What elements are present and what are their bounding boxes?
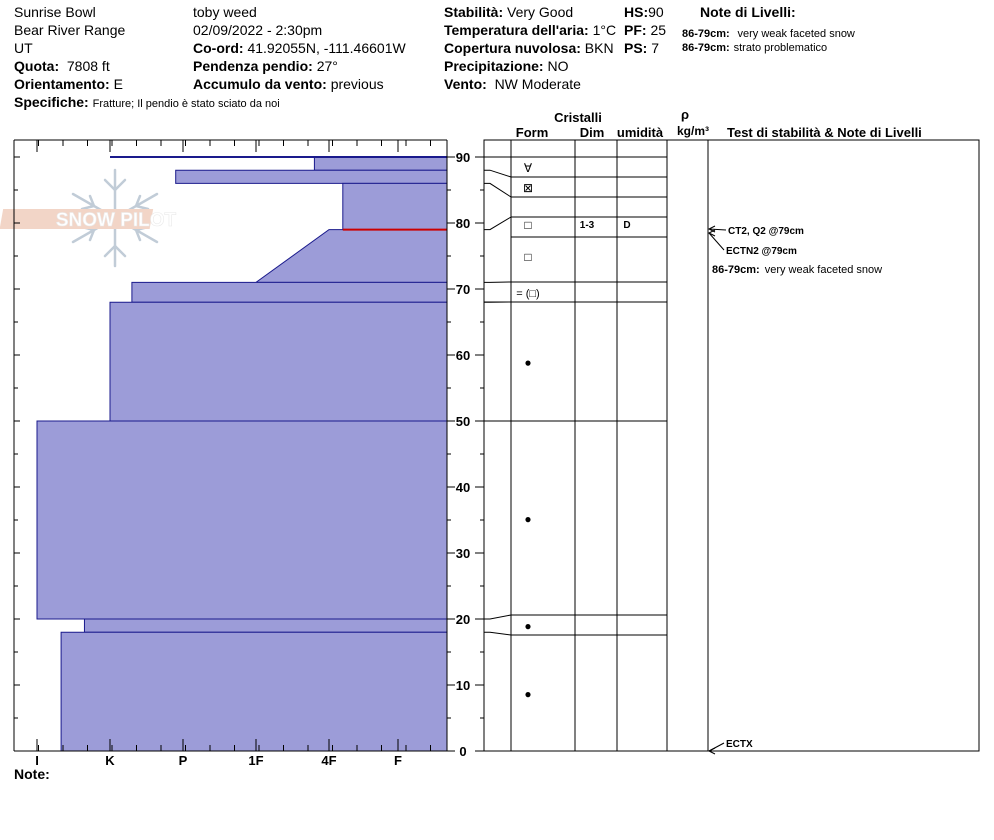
hardness-tick-label: P xyxy=(178,753,188,768)
y-tick-label: 90 xyxy=(455,150,471,165)
observer: toby weed xyxy=(193,4,257,20)
slope-value: 27° xyxy=(316,58,338,74)
layer-note-text: strato problematico xyxy=(733,42,828,54)
stability-value: Very Good xyxy=(507,4,574,20)
grain-form: ● xyxy=(524,687,532,701)
pf-label: PF: xyxy=(624,22,647,38)
aspect-value: E xyxy=(113,76,123,92)
y-tick-label: 80 xyxy=(455,216,471,231)
air-temp-label: Temperatura dell'aria: xyxy=(444,22,589,38)
stability-test-label: ECTX xyxy=(726,739,753,750)
grain-form: ● xyxy=(524,355,532,370)
aspect-label: Orientamento: xyxy=(14,76,110,92)
header-density: ρ xyxy=(680,107,690,122)
coord-value: 41.92055N, -111.46601W xyxy=(247,40,406,56)
hardness-layer xyxy=(110,302,447,421)
layer-note-range: 86-79cm: xyxy=(682,28,730,40)
depth-connector xyxy=(484,615,511,619)
specifics-value: Fratture; Il pendio è stato sciato da noi xyxy=(92,98,280,110)
moisture: D xyxy=(623,220,631,231)
hardness-tick-label: I xyxy=(35,753,39,768)
stability-test-label: ECTN2 @79cm xyxy=(726,246,797,257)
cloud-label: Copertura nuvolosa: xyxy=(444,40,581,56)
wind-loading-label: Accumulo da vento: xyxy=(193,76,327,92)
note-label: Note: xyxy=(14,766,50,782)
layer-note xyxy=(712,264,882,276)
hardness-tick-label: K xyxy=(105,753,115,768)
ps-label: PS: xyxy=(624,40,648,56)
depth-connector xyxy=(484,170,511,177)
layer-notes-title: Note di Livelli: xyxy=(700,4,796,20)
coord-label: Co-ord: xyxy=(193,40,244,56)
cloud-value: BKN xyxy=(584,40,614,56)
state: UT xyxy=(14,40,33,56)
grain-form: = (□) xyxy=(516,288,540,300)
layer-note-range: 86-79cm: xyxy=(682,42,730,54)
ps-value: 7 xyxy=(651,40,660,56)
grain-form: ● xyxy=(524,619,532,633)
wind-value: NW Moderate xyxy=(494,76,581,92)
hs-value: 90 xyxy=(648,4,664,20)
stability-label: Stabilità: xyxy=(444,4,504,20)
elevation-label: Quota: xyxy=(14,58,60,74)
layer-note-range: 86-79cm: xyxy=(712,264,760,276)
slope-label: Pendenza pendio: xyxy=(193,58,313,74)
hardness-layer xyxy=(37,421,447,619)
header-density-unit: kg/m³ xyxy=(676,124,710,138)
grain-form: ∀ xyxy=(523,161,533,175)
hardness-layer xyxy=(176,170,447,183)
layer-note-text: very weak faceted snow xyxy=(764,264,883,276)
y-tick-label: 40 xyxy=(455,480,471,495)
header-tests: Test di stabilità & Note di Livelli xyxy=(727,125,922,140)
depth-connector xyxy=(484,632,511,635)
y-tick-label: 30 xyxy=(455,546,471,561)
hardness-layer xyxy=(61,632,447,751)
y-tick-label: 70 xyxy=(455,282,471,297)
header-form: Form xyxy=(515,125,549,140)
y-tick-label: 0 xyxy=(459,744,467,759)
hardness-tick-label: 1F xyxy=(248,753,264,768)
grain-form: ● xyxy=(524,512,532,526)
grain-form: □ xyxy=(524,218,532,232)
wind-label: Vento: xyxy=(444,76,487,92)
hardness-layer xyxy=(343,183,447,229)
air-temp-value: 1°C xyxy=(592,22,617,38)
precip-label: Precipitazione: xyxy=(444,58,544,74)
test-pointer xyxy=(709,233,724,250)
y-tick-label: 60 xyxy=(455,348,471,363)
hardness-layer xyxy=(314,157,447,170)
hardness-layer xyxy=(256,230,447,283)
y-tick-label: 10 xyxy=(455,678,471,693)
grain-size: 1-3 xyxy=(579,220,595,231)
location: Sunrise Bowl xyxy=(14,4,96,20)
hs-label: HS: xyxy=(624,4,649,20)
header-size: Dim xyxy=(579,125,605,140)
hardness-layer xyxy=(132,282,447,302)
depth-connector xyxy=(484,183,511,197)
logo-text: SNOW PILOT xyxy=(55,210,177,231)
specifics-label: Specifiche: xyxy=(14,94,89,110)
datetime: 02/09/2022 - 2:30pm xyxy=(193,22,323,38)
stability-test-label: CT2, Q2 @79cm xyxy=(728,226,804,237)
snowpilot-logo xyxy=(0,170,177,266)
precip-value: NO xyxy=(547,58,569,74)
depth-connector xyxy=(484,217,511,230)
hardness-layer xyxy=(84,619,447,632)
y-tick-label: 20 xyxy=(455,612,471,627)
pf-value: 25 xyxy=(650,22,667,38)
grain-form: ⊠ xyxy=(522,181,534,195)
grain-form: □ xyxy=(524,250,532,264)
mountain-range: Bear River Range xyxy=(14,22,126,38)
wind-loading-value: previous xyxy=(330,76,384,92)
header-moisture: umidità xyxy=(616,125,664,140)
layer-note-text: very weak faceted snow xyxy=(737,28,855,40)
hardness-tick-label: 4F xyxy=(321,753,337,768)
hardness-tick-label: F xyxy=(394,753,402,768)
y-tick-label: 50 xyxy=(455,414,471,429)
elevation-value: 7808 ft xyxy=(66,58,110,74)
header-crystals: Cristalli xyxy=(554,110,602,125)
